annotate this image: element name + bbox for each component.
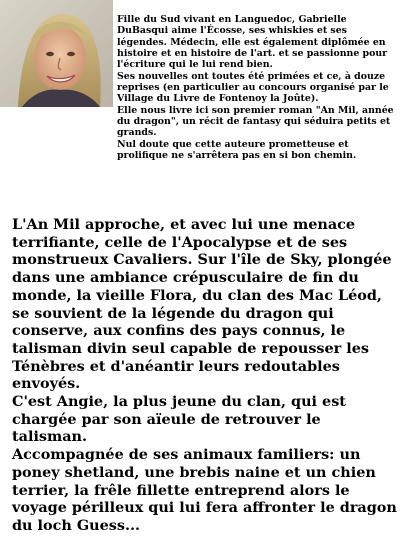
- author-bio: [117, 14, 397, 161]
- synopsis-paragraph: C'est Angie, la plus jeune du clan, qui est chargée par son aïeule de retrouver le talisman.: [12, 393, 346, 446]
- book-synopsis: [12, 216, 398, 535]
- bio-paragraph: Nul doute que cette auteure prometteuse et prolifique ne s'arrêtera pas en si bon chemin.: [117, 138, 357, 162]
- bio-paragraph: Elle nous livre ici son premier roman "An Mil, année du dragon", un récit de fantasy qui séduira petits et grands.: [117, 104, 394, 139]
- bio-paragraph: Ses nouvelles ont toutes été primées et ce, à douze reprises (en particulier au concours organisé par le Village du Livre de Fontenoy la Joûte).: [117, 70, 389, 105]
- author-photo: [0, 0, 113, 107]
- bio-paragraph: Fille du Sud vivant en Languedoc, Gabrielle DuBasqui aime l'Écosse, ses whiskies et ses légendes. Médecin, elle est également diplômée en histoire et en histoire de l'art. et se passionne pour l'écriture qui le lui rend bien.: [117, 14, 388, 71]
- synopsis-paragraph: L'An Mil approche, et avec lui une menace terrifiante, celle de l'Apocalypse et de ses monstrueux Cavaliers. Sur l'île de Sky, plongée dans une ambiance crépusculaire de fin du monde, la vieille Flora, du clan des Mac Léod, se souvient de la légende du dragon qui conserve, aux confins des pays connus, le talisman divin seul capable de repousser les Ténèbres et d'anéantir leurs redoutables envoyés.: [12, 216, 392, 393]
- author-portrait-photo-icon: [0, 0, 113, 107]
- synopsis-paragraph: Accompagnée de ses animaux familiers: un poney shetland, une brebis naine et un chien terrier, la frêle fillette entreprend alors le voyage périlleux qui lui fera affronter le dragon du loch Guess...: [12, 446, 397, 534]
